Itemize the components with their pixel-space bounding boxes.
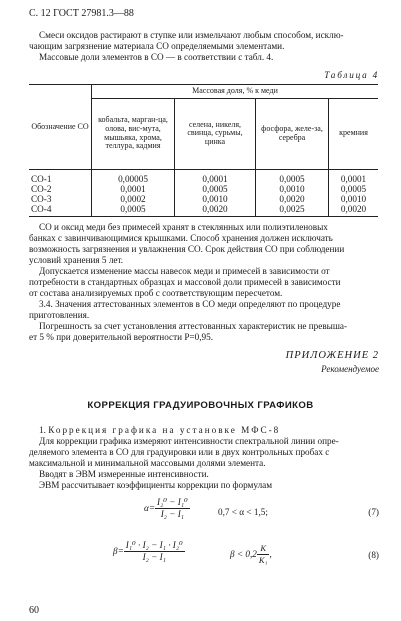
formula-number: (7): [368, 507, 379, 517]
paragraph-line: максимальной и минимальной массовыми долями элемента.: [29, 458, 266, 468]
table-cell: 0,0001: [175, 169, 256, 184]
table-cell: 0,0005: [329, 184, 379, 194]
formula-denominator: I₂ − I₁: [142, 552, 166, 563]
paragraph-line: Погрешность за счет установления аттестованных характеристик не превыша-: [39, 321, 348, 331]
formula-7: [144, 497, 190, 520]
column-group-header: Массовая доля, % к меди: [92, 85, 379, 99]
paragraph-line: ЭВМ рассчитывает коэффициенты коррекции по формулам: [39, 480, 273, 490]
formula-k-denominator: K₁: [258, 555, 268, 566]
table-cell: 0,0001: [92, 184, 175, 194]
formula-fraction: [155, 497, 190, 520]
formula-condition: [230, 543, 272, 566]
paragraph-line: 3.4. Значения аттестованных элементов в СО меди определяют по процедуре: [39, 299, 341, 309]
formula-condition: 0,7 < α < 1,5;: [218, 507, 268, 517]
appendix-subtitle: Рекомендуемое: [321, 364, 379, 374]
column-header: кобальта, марган-ца, олова, вис-мута, мышьяка, хрома, теллура, кадмия: [92, 98, 175, 169]
paragraph-line: приготовления.: [29, 310, 90, 320]
table-4: [29, 84, 378, 217]
table-cell: СО-4: [31, 204, 52, 215]
paragraph-line: Вводят в ЭВМ измеренные интенсивности.: [39, 469, 209, 479]
formula-k-numerator: K: [257, 543, 270, 555]
table-cell: 0,0005: [92, 204, 175, 217]
page-header: С. 12 ГОСТ 27981.3—88: [29, 8, 134, 19]
paragraph-line: ет 5 % при доверительной вероятности P=0,95.: [29, 332, 214, 342]
table-cell: 0,0001: [329, 169, 379, 184]
table-cell: 0,00005: [92, 169, 175, 184]
paragraph-line: деляемого элемента в СО для градуировки или в двух контрольных пробах с: [29, 447, 330, 457]
table-cell: 0,0010: [256, 184, 329, 194]
formula-denominator: I₂ − I₁: [160, 509, 185, 520]
table-cell: 0,0005: [175, 184, 256, 194]
formula-numerator: I₂⁰ − I₁⁰: [155, 497, 190, 509]
column-header: селена, никеля, свинца, сурьмы, цинка: [175, 98, 256, 169]
formula-8: [113, 540, 185, 563]
table-cell: СО-2: [31, 183, 52, 194]
table-row: [29, 184, 378, 194]
intro-line: Массовые доли элементов в СО — в соответствии с табл. 4.: [39, 52, 274, 62]
table-cell: СО-1: [31, 173, 52, 184]
column-header: фосфора, желе-за, серебра: [256, 98, 329, 169]
table-title: Таблица 4: [324, 70, 379, 80]
paragraph-line: Для коррекции графика измеряют интенсивности спектральной линии опре-: [39, 436, 339, 446]
paragraph-line: банках с завинчивающимися крышками. Способ хранения должен исключать: [29, 233, 333, 243]
paragraph-line: Допускается изменение массы навесок меди и примесей в зависимости от: [39, 266, 330, 276]
item-title: [39, 425, 280, 436]
formula-k-fraction: [257, 543, 270, 566]
item-number: 1.: [39, 425, 46, 435]
paragraph-line: потребности в стандартных образцах и массовой доли примесей в зависимости: [29, 277, 341, 287]
column-header-designation: Обозначение СО: [29, 85, 92, 170]
paragraph-line: возможность загрязнения и увлажнения СО. Срок действия СО при соблюдении: [29, 244, 345, 254]
table-cell: 0,0020: [256, 194, 329, 204]
intro-line: Смеси оксидов растирают в ступке или измельчают любым способом, исклю-: [39, 30, 344, 40]
table-row: [29, 204, 378, 217]
formula-condition-text: β < 0,2: [230, 548, 257, 559]
table-row: [29, 194, 378, 204]
table-cell: 0,0002: [92, 194, 175, 204]
paragraph-line: от состава анализируемых проб с соответствующим пересчетом.: [29, 288, 283, 298]
formula-condition-end: ,: [269, 548, 272, 559]
paragraph-line: СО и оксид меди без примесей хранят в стеклянных или полиэтиленовых: [39, 222, 328, 232]
formula-fraction: [124, 540, 185, 563]
table-cell: 0,0010: [329, 194, 379, 204]
page-number: 60: [29, 605, 39, 616]
table-cell: СО-3: [31, 194, 52, 204]
table-row: [29, 169, 378, 184]
formula-lhs: β=: [113, 545, 124, 556]
appendix-title: ПРИЛОЖЕНИЕ 2: [285, 350, 379, 361]
paragraph-line: условий хранения 5 лет.: [29, 255, 124, 265]
section-heading: КОРРЕКЦИЯ ГРАДУИРОВОЧНЫХ ГРАФИКОВ: [87, 400, 314, 411]
intro-line: чающим загрязнение материала СО определяемыми элементами.: [29, 41, 285, 51]
column-header: кремния: [329, 98, 379, 169]
table-cell: 0,0010: [175, 194, 256, 204]
formula-lhs: α=: [144, 502, 156, 513]
item-title-text: Коррекция графика на установке МФС-8: [48, 425, 281, 435]
table-cell: 0,0025: [256, 204, 329, 217]
table-cell: 0,0005: [256, 169, 329, 184]
table-cell: 0,0020: [329, 204, 379, 217]
formula-numerator: I₁⁰ · I₂ − I₁ · I₂⁰: [124, 540, 185, 552]
table-cell: 0,0020: [175, 204, 256, 217]
formula-number: (8): [368, 550, 379, 560]
